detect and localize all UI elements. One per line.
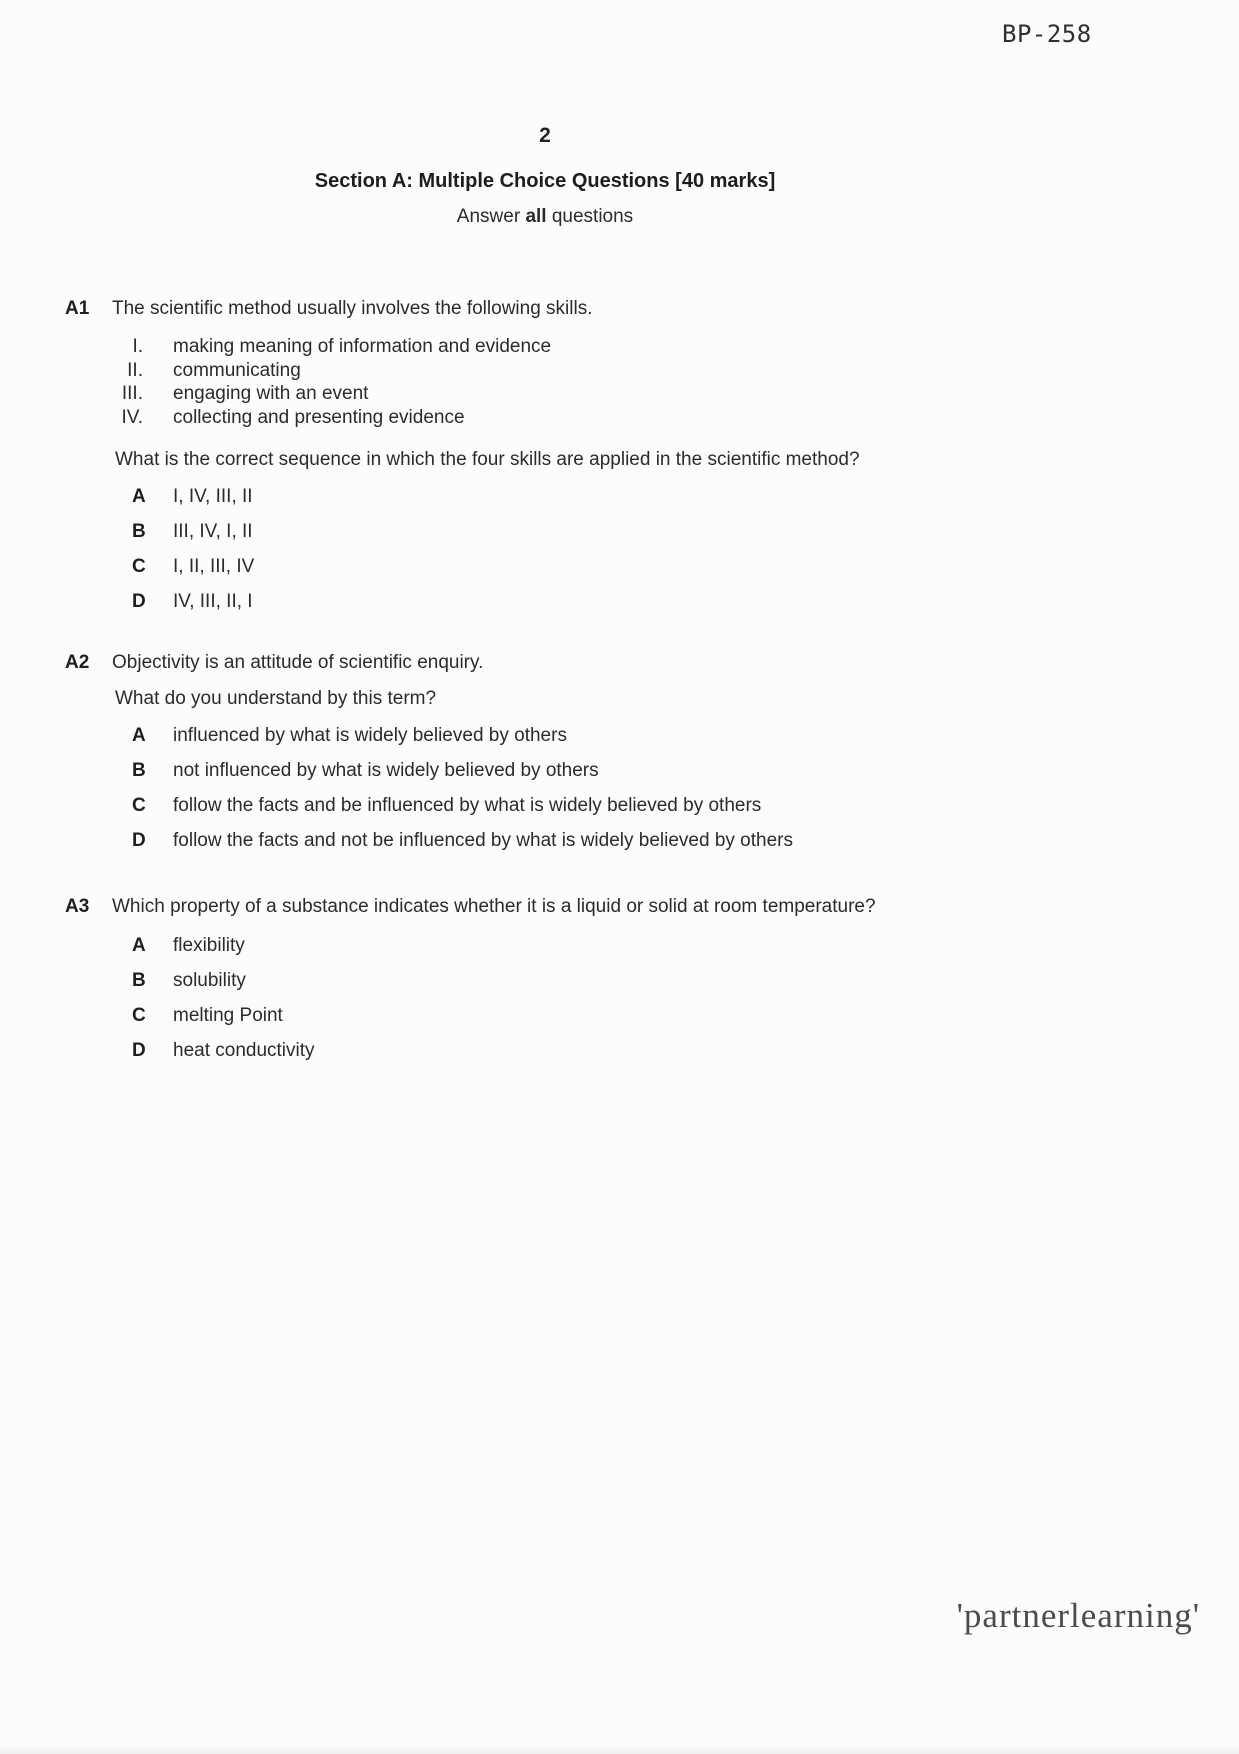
question-a1 <box>65 297 1065 626</box>
list-numeral: IV. <box>121 406 143 428</box>
option-text: not influenced by what is widely believed by others <box>173 760 599 781</box>
list-text: collecting and presenting evidence <box>173 406 465 428</box>
option-text: I, IV, III, II <box>173 486 253 507</box>
option-d <box>65 1040 1065 1062</box>
option-a <box>65 486 1065 508</box>
option-c <box>65 1005 1065 1027</box>
question-stem: Which property of a substance indicates whether it is a liquid or solid at room temperature? <box>112 896 876 917</box>
question-stem: Objectivity is an attitude of scientific enquiry. <box>112 652 484 673</box>
options-list <box>65 935 1065 1062</box>
question-prompt: What do you understand by this term? <box>115 688 437 709</box>
list-text: engaging with an event <box>173 383 369 404</box>
instruction-suffix: questions <box>546 206 634 227</box>
option-text: heat conductivity <box>173 1040 315 1061</box>
question-id: A3 <box>65 896 90 917</box>
option-d <box>65 830 1065 852</box>
watermark-partnerlearning: 'partnerlearning' <box>956 1596 1200 1635</box>
option-c <box>65 795 1065 817</box>
question-id: A1 <box>65 298 90 319</box>
list-item <box>65 359 1065 383</box>
question-prompt: What is the correct sequence in which the four skills are applied in the scientific method? <box>115 449 860 470</box>
option-text: follow the facts and not be influenced by what is widely believed by others <box>173 830 793 851</box>
option-letter: D <box>132 1040 146 1061</box>
option-letter: B <box>132 521 146 542</box>
option-text: I, II, III, IV <box>173 556 255 577</box>
option-text: follow the facts and be influenced by what is widely believed by others <box>173 795 762 816</box>
question-a2 <box>65 651 1065 865</box>
page-number: 2 <box>539 124 551 147</box>
section-instruction <box>65 206 1025 228</box>
option-text: IV, III, II, I <box>173 591 253 612</box>
option-letter: A <box>132 486 146 507</box>
options-list <box>65 486 1065 613</box>
list-item <box>65 382 1065 406</box>
option-letter: A <box>132 935 146 956</box>
list-numeral: I. <box>132 336 143 357</box>
skills-list <box>65 335 1065 429</box>
instruction-bold-word: all <box>525 206 547 227</box>
option-letter: B <box>132 970 146 991</box>
option-a <box>65 725 1065 747</box>
option-text: melting Point <box>173 1005 283 1026</box>
question-a3 <box>65 895 1065 1075</box>
list-numeral: III. <box>121 383 143 404</box>
option-letter: C <box>132 556 146 577</box>
option-c <box>65 556 1065 578</box>
option-letter: D <box>132 591 146 612</box>
list-text: making meaning of information and evidence <box>173 336 552 357</box>
list-text: communicating <box>173 359 301 381</box>
doc-code: BP-258 <box>1002 20 1092 48</box>
list-item <box>65 335 1065 359</box>
option-a <box>65 935 1065 957</box>
option-letter: D <box>132 830 146 851</box>
option-b <box>65 760 1065 782</box>
option-d <box>65 591 1065 613</box>
question-id: A2 <box>65 652 90 673</box>
question-stem: The scientific method usually involves the following skills. <box>112 298 593 319</box>
instruction-prefix: Answer <box>456 206 526 227</box>
option-b <box>65 521 1065 543</box>
list-item <box>65 406 1065 430</box>
option-letter: B <box>132 760 146 781</box>
option-letter: C <box>132 1005 146 1026</box>
option-text: III, IV, I, II <box>173 521 253 542</box>
scan-artifact-bottom <box>0 1744 1239 1754</box>
option-text: influenced by what is widely believed by others <box>173 725 567 746</box>
options-list <box>65 725 1065 852</box>
option-text: flexibility <box>173 935 245 956</box>
option-b <box>65 970 1065 992</box>
option-letter: A <box>132 725 146 746</box>
list-numeral: II. <box>127 359 143 381</box>
option-letter: C <box>132 795 146 816</box>
section-title: Section A: Multiple Choice Questions [40 marks] <box>314 170 776 192</box>
option-text: solubility <box>173 970 246 991</box>
